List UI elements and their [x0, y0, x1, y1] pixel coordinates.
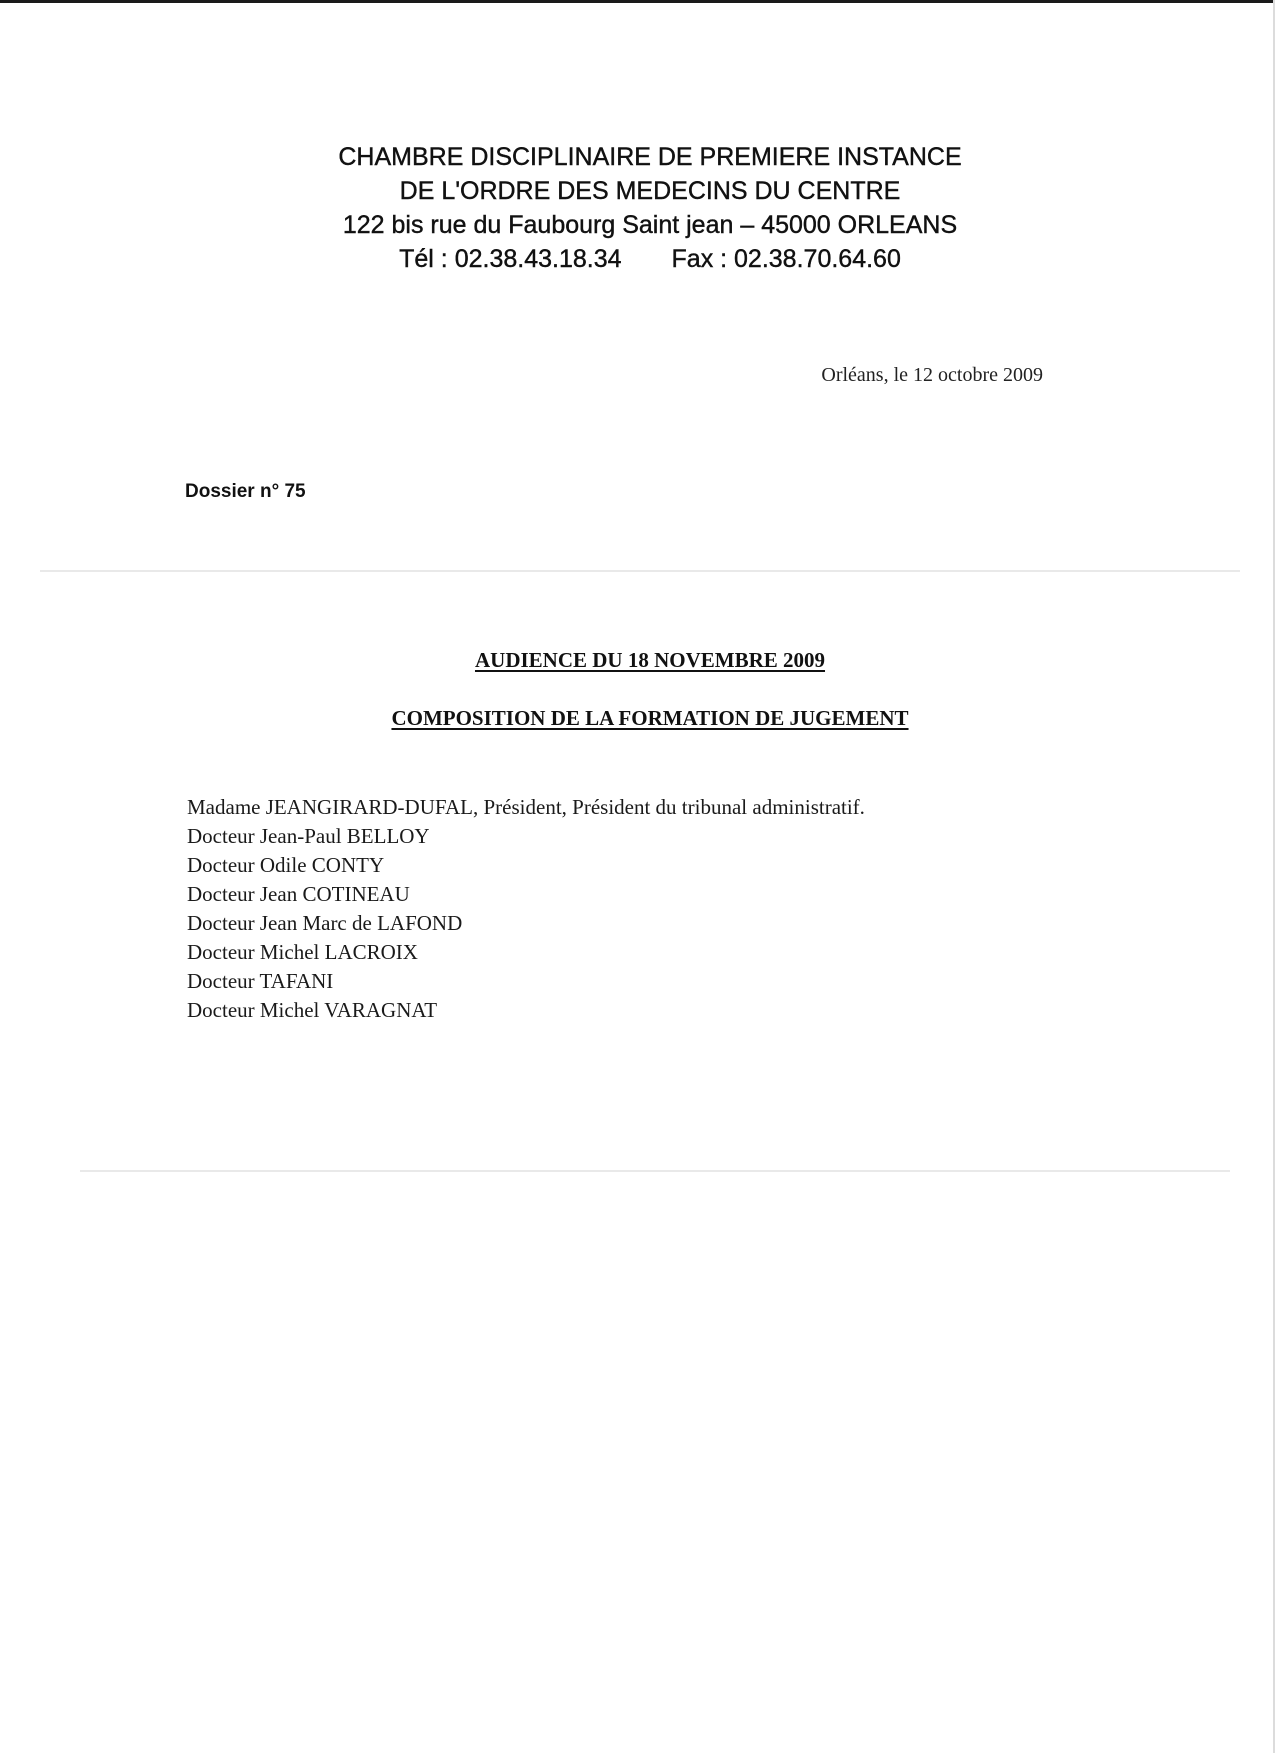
member-line: Docteur Odile CONTY: [187, 853, 385, 877]
letterhead-address: 122 bis rue du Faubourg Saint jean – 45000 ORLEANS: [342, 211, 958, 239]
member-line: Docteur Michel VARAGNAT: [187, 998, 438, 1022]
scan-streak: [80, 1170, 1230, 1172]
letterhead-tel: Tél : 02.38.43.18.34: [399, 245, 622, 273]
composition-title: COMPOSITION DE LA FORMATION DE JUGEMENT: [391, 706, 909, 730]
audience-title: AUDIENCE DU 18 NOVEMBRE 2009: [474, 648, 826, 672]
letterhead-line-1: CHAMBRE DISCIPLINAIRE DE PREMIERE INSTANCE: [338, 143, 962, 171]
member-line: Docteur Jean Marc de LAFOND: [187, 911, 463, 935]
letterhead: [0, 140, 1275, 276]
member-line: Docteur TAFANI: [187, 969, 334, 993]
letterhead-line-2: DE L'ORDRE DES MEDECINS DU CENTRE: [399, 177, 901, 205]
member-line: Docteur Michel LACROIX: [187, 940, 418, 964]
member-line: Docteur Jean COTINEAU: [187, 882, 410, 906]
letterhead-fax: Fax : 02.38.70.64.60: [671, 245, 901, 273]
letterhead-contacts: [0, 242, 1275, 276]
scan-streak: [40, 570, 1240, 572]
scan-top-edge: [0, 0, 1275, 3]
letter-date: Orléans, le 12 octobre 2009: [821, 364, 1043, 386]
members-list: [187, 793, 865, 1025]
member-line: Docteur Jean-Paul BELLOY: [187, 824, 430, 848]
dossier-number: Dossier n° 75: [185, 481, 306, 502]
member-line: Madame JEANGIRARD-DUFAL, Président, Président du tribunal administratif.: [187, 795, 865, 819]
